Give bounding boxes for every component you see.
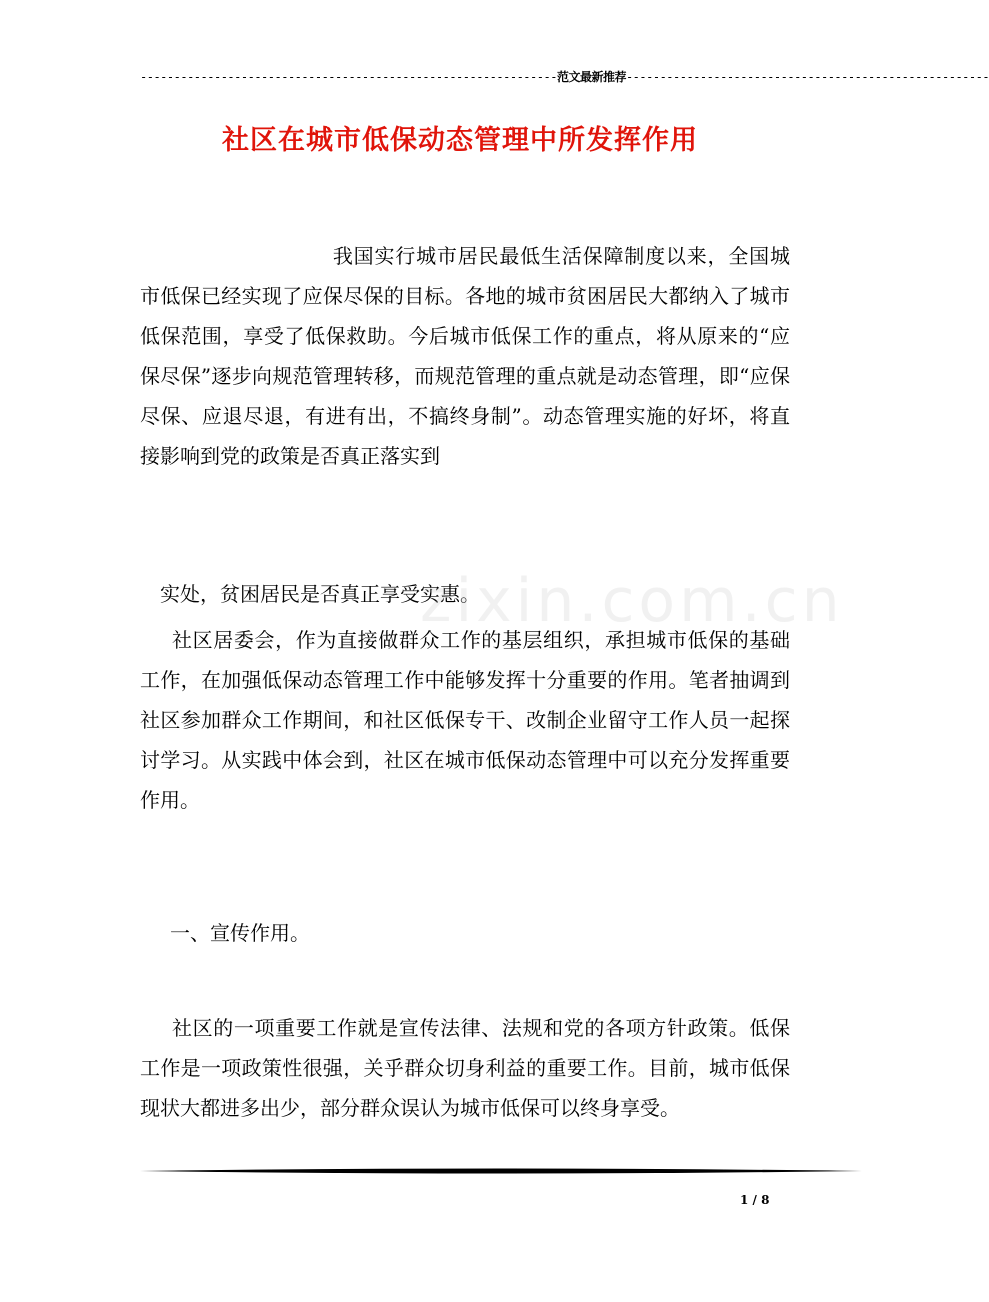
paragraph-5: 社区的一项重要工作就是宣传法律、法规和党的各项方针政策。低保工作是一项政策性很强，关乎群众切身利益的重要工作。目前，城市低保现状大都进多出少，部分群众误认为城市低保可以终身享受。 — [140, 1016, 790, 1120]
page-number: 1 / 8 — [740, 1193, 770, 1207]
document-title: 社区在城市低保动态管理中所发挥作用 — [222, 125, 698, 156]
paragraph-3: 社区居委会，作为直接做群众工作的基层组织，承担城市低保的基础工作，在加强低保动态管理工作中能够发挥十分重要的作用。笔者抽调到社区参加群众工作期间，和社区低保专干、改制企业留守工作人员一起探讨学习。从实践中体会到，社区在城市低保动态管理中可以充分发挥重要作用。 — [140, 628, 790, 812]
header-label: 范文最新推荐 — [556, 70, 626, 84]
header-dashes-right: ------------------------------------------------------ — [625, 70, 989, 84]
paragraph-2: 实处，贫困居民是否真正享受实惠。 — [160, 582, 480, 606]
paragraph-1-text: 我国实行城市居民最低生活保障制度以来，全国城市低保已经实现了应保尽保的目标。各地的城市贫困居民大都纳入了城市低保范围，享受了低保救助。今后城市低保工作的重点，将从原来的“应保尽保”逐步向规范管理转移，而规范管理的重点就是动态管理，即“应保尽保、应退尽退，有进有出，不搞终身制”。动态管理实施的好坏，将直接影响到党的政策是否真正落实到 — [140, 244, 790, 468]
section-heading-1: 一、宣传作用。 — [170, 921, 310, 945]
header-dashes-left: -------------------------------------------------------------- — [140, 70, 557, 84]
paragraph-1 — [140, 236, 790, 476]
footer-rule — [140, 1166, 862, 1176]
watermark: zixin.com.cn — [420, 566, 844, 636]
page-header — [140, 68, 989, 85]
